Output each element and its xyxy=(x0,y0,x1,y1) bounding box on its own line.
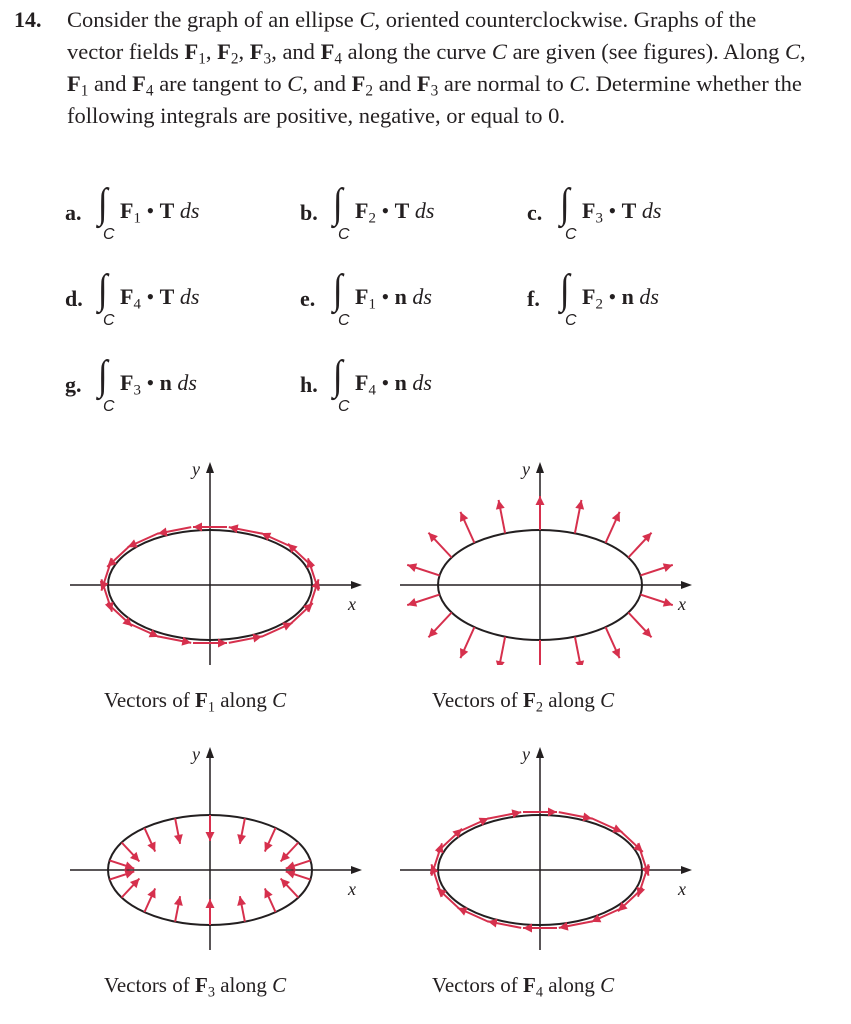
vector-arrow xyxy=(122,843,140,862)
vector-arrow xyxy=(606,512,620,543)
integral-curve: C xyxy=(565,312,577,329)
integral-sign: ∫ xyxy=(97,353,108,399)
vector-arrow xyxy=(640,595,672,607)
integrand: $F_2$ • T ds xyxy=(355,198,435,227)
vector-arrow xyxy=(110,860,135,870)
vector-arrow xyxy=(496,637,505,665)
integrand: $F_1$ • n ds xyxy=(355,284,432,313)
vector-arrow xyxy=(261,622,292,636)
vector-arrow xyxy=(174,818,183,844)
vector-arrow xyxy=(575,637,584,665)
vector-arrow xyxy=(110,870,135,880)
vector-arrow xyxy=(428,613,451,638)
y-axis-label: y xyxy=(192,459,200,479)
ellipse-plot xyxy=(400,455,700,665)
item-label: h. xyxy=(300,372,318,397)
x-axis-label: x xyxy=(348,594,356,614)
vector-arrow xyxy=(407,563,439,575)
vector-arrow xyxy=(575,500,584,533)
integral-curve: C xyxy=(338,312,350,329)
integral-sign: ∫ xyxy=(332,267,343,313)
integral-sign: ∫ xyxy=(97,267,108,313)
y-axis-arrow-icon xyxy=(206,462,214,473)
item-label: e. xyxy=(300,286,316,311)
vector-arrow xyxy=(460,512,474,543)
vector-arrow xyxy=(428,533,451,558)
vector-arrow xyxy=(264,888,275,912)
vector-arrow xyxy=(237,896,246,922)
x-axis-label: x xyxy=(348,879,356,899)
y-axis-label: y xyxy=(522,744,530,764)
y-axis-arrow-icon xyxy=(206,747,214,758)
figure-caption-2: Vectors of $F_2$ along C xyxy=(432,688,615,716)
figure-caption-1: Vectors of $F_1$ along C xyxy=(104,688,287,716)
vector-arrow xyxy=(281,878,299,897)
figure-vectors-4 xyxy=(400,740,700,955)
integrand: $F_4$ • T ds xyxy=(120,284,200,313)
integrand: $F_3$ • n ds xyxy=(120,370,197,399)
x-axis-arrow-icon xyxy=(351,866,362,874)
item-label: f. xyxy=(527,286,540,311)
ellipse-plot xyxy=(400,740,700,950)
vector-arrow xyxy=(591,818,622,832)
integrand: $F_4$ • n ds xyxy=(355,370,432,399)
integral-curve: C xyxy=(103,398,115,415)
vector-arrow xyxy=(628,533,651,558)
integral-sign: ∫ xyxy=(97,181,108,227)
vector-arrow xyxy=(407,595,439,607)
vector-arrow xyxy=(122,878,140,897)
integral-curve: C xyxy=(565,226,577,243)
integral-sign: ∫ xyxy=(332,181,343,227)
integral-curve: C xyxy=(103,312,115,329)
x-axis-arrow-icon xyxy=(681,581,692,589)
integral-curve: C xyxy=(103,226,115,243)
x-axis-arrow-icon xyxy=(681,866,692,874)
integrand: $F_3$ • T ds xyxy=(582,198,662,227)
integral-sign: ∫ xyxy=(332,353,343,399)
figure-vectors-2 xyxy=(400,455,700,670)
x-axis-label: x xyxy=(678,594,686,614)
vector-arrow xyxy=(536,496,545,530)
vector-arrow xyxy=(628,613,651,638)
problem-statement: Consider the graph of an ellipse C, oriented counterclockwise. Graphs of the vector fields $F_1$, $F_2$, $F_3$, and $F_4$ along the curve C are given (see figures). Along C, $F_1$ and $F_4$ are tangent to C, and $F_2$ and $F_3$ are normal to C. Determine whether the following integrals are positive, negative, or equal to 0. xyxy=(67,7,806,128)
figure-caption-4: Vectors of $F_4$ along C xyxy=(432,973,615,1001)
vector-arrow xyxy=(286,870,311,880)
item-label: b. xyxy=(300,200,318,225)
ellipse-plot xyxy=(70,740,370,950)
integrand: $F_1$ • T ds xyxy=(120,198,200,227)
integral-sign: ∫ xyxy=(559,267,570,313)
vector-arrow xyxy=(206,899,215,925)
figure-vectors-3 xyxy=(70,740,370,955)
x-axis-label: x xyxy=(678,879,686,899)
figure-vectors-1 xyxy=(70,455,370,670)
ellipse-plot xyxy=(70,455,370,665)
vector-arrow xyxy=(128,533,159,547)
vector-arrow xyxy=(536,640,545,665)
y-axis-label: y xyxy=(522,459,530,479)
integrand: $F_2$ • n ds xyxy=(582,284,659,313)
vector-arrow xyxy=(206,815,215,841)
integral-curve: C xyxy=(338,226,350,243)
y-axis-arrow-icon xyxy=(536,462,544,473)
integral-sign: ∫ xyxy=(559,181,570,227)
y-axis-arrow-icon xyxy=(536,747,544,758)
x-axis-arrow-icon xyxy=(351,581,362,589)
vector-arrow xyxy=(458,907,489,921)
vector-arrow xyxy=(144,828,155,852)
vector-arrow xyxy=(606,627,620,658)
problem-number: 14. xyxy=(14,7,42,32)
vector-arrow xyxy=(144,888,155,912)
item-label: d. xyxy=(65,286,83,311)
vector-arrow xyxy=(496,500,505,533)
figure-caption-3: Vectors of $F_3$ along C xyxy=(104,973,287,1001)
vector-arrow xyxy=(174,896,183,922)
vector-arrow xyxy=(640,563,672,575)
vector-arrow xyxy=(264,828,275,852)
integral-curve: C xyxy=(338,398,350,415)
y-axis-label: y xyxy=(192,744,200,764)
vector-arrow xyxy=(281,843,299,862)
item-label: c. xyxy=(527,200,543,225)
item-label: g. xyxy=(65,372,82,397)
item-label: a. xyxy=(65,200,82,225)
vector-arrow xyxy=(237,818,246,844)
vector-arrow xyxy=(460,627,474,658)
vector-arrow xyxy=(286,860,311,870)
